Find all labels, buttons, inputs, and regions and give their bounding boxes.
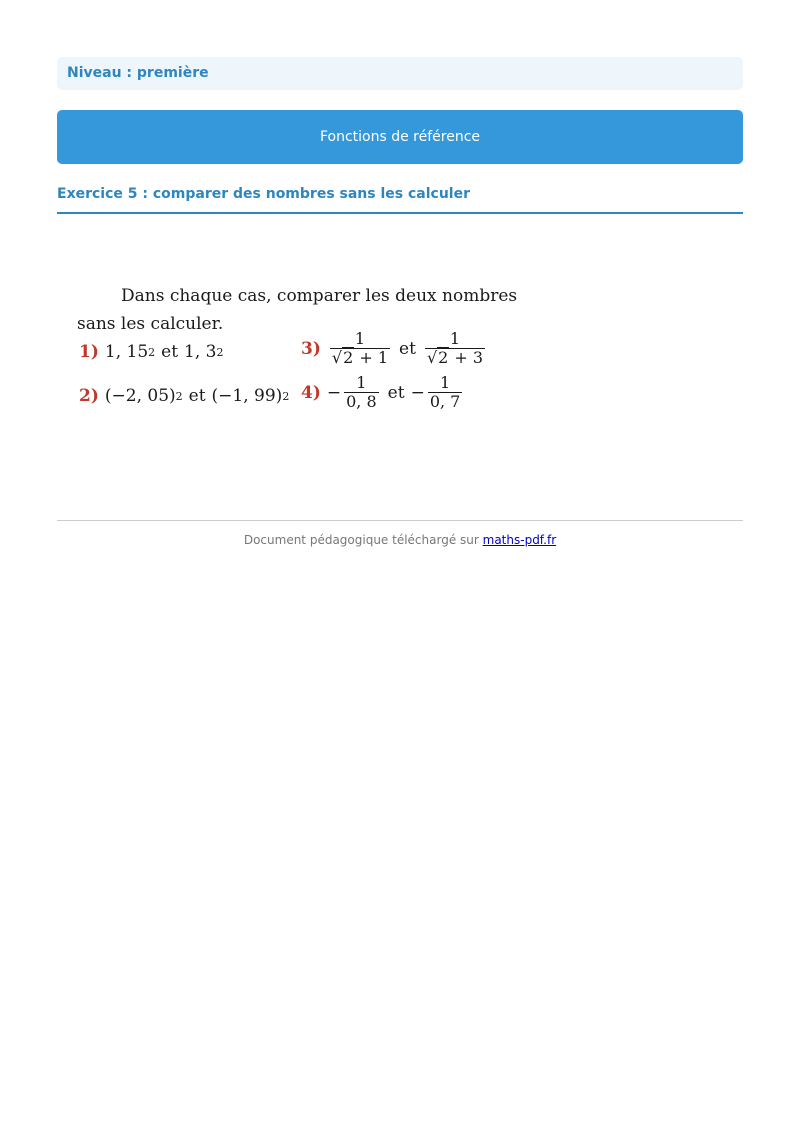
chapter-banner [57, 110, 743, 164]
fraction-denominator [330, 348, 390, 367]
item-4-first-sign: − [326, 382, 342, 403]
fraction-denominator: 0, 8 [346, 392, 377, 411]
exercise-item-1 [79, 342, 224, 362]
item-3-second-fraction [425, 330, 485, 367]
item-1-second-base: 1, 3 [184, 342, 217, 362]
exercise-item-3 [301, 330, 488, 367]
item-number: 1) [79, 342, 99, 362]
radicand: 2 [438, 348, 449, 367]
item-3-separator: et [399, 338, 416, 359]
footer-text: Document pédagogique téléchargé sur [243, 533, 483, 547]
item-2-second-exponent: 2 [282, 389, 290, 403]
item-number: 2) [79, 386, 99, 406]
item-1-first-base: 1, 15 [104, 342, 149, 362]
fraction-numerator: 1 [439, 373, 451, 392]
item-4-second-fraction [428, 374, 463, 411]
item-3-first-fraction [330, 330, 390, 367]
item-1-first-exponent: 2 [148, 345, 156, 359]
fraction-numerator: 1 [449, 329, 461, 348]
item-4-separator: et [387, 382, 405, 403]
item-4-first-fraction [344, 374, 379, 411]
item-2-first-exponent: 2 [175, 389, 183, 403]
fraction-numerator: 1 [354, 329, 366, 348]
item-2-first-base: (−2, 05) [104, 386, 176, 406]
denominator-rest: + 3 [454, 348, 484, 367]
footer-link[interactable]: maths-pdf.fr [482, 533, 557, 547]
denominator-rest: + 1 [359, 348, 389, 367]
footer-divider [57, 520, 743, 521]
item-1-separator: et [161, 342, 179, 362]
item-number: 3) [301, 338, 321, 359]
exercise-title-divider [57, 212, 743, 214]
item-2-separator: et [188, 386, 206, 406]
level-label: Niveau : première [67, 65, 209, 81]
exercise-title: Exercice 5 : comparer des nombres sans les calculer [57, 186, 470, 202]
level-badge [57, 57, 743, 90]
item-number: 4) [301, 382, 321, 403]
item-2-second-base: (−1, 99) [211, 386, 283, 406]
exercise-intro-line-2: sans les calculer. [77, 314, 224, 334]
radicand: 2 [343, 348, 354, 367]
fraction-numerator: 1 [356, 373, 367, 392]
fraction-denominator [425, 348, 485, 367]
exercise-content [57, 270, 537, 430]
exercise-item-4 [301, 374, 465, 411]
footer [57, 533, 743, 547]
chapter-title: Fonctions de référence [319, 129, 481, 145]
item-4-second-sign: − [410, 382, 425, 403]
exercise-intro-line-1: Dans chaque cas, comparer les deux nombres [121, 286, 518, 306]
square-root: √2 [426, 348, 449, 367]
fraction-denominator: 0, 7 [429, 392, 461, 411]
exercise-item-2 [79, 386, 289, 406]
square-root: √2 [331, 348, 354, 367]
item-1-second-exponent: 2 [216, 345, 224, 359]
